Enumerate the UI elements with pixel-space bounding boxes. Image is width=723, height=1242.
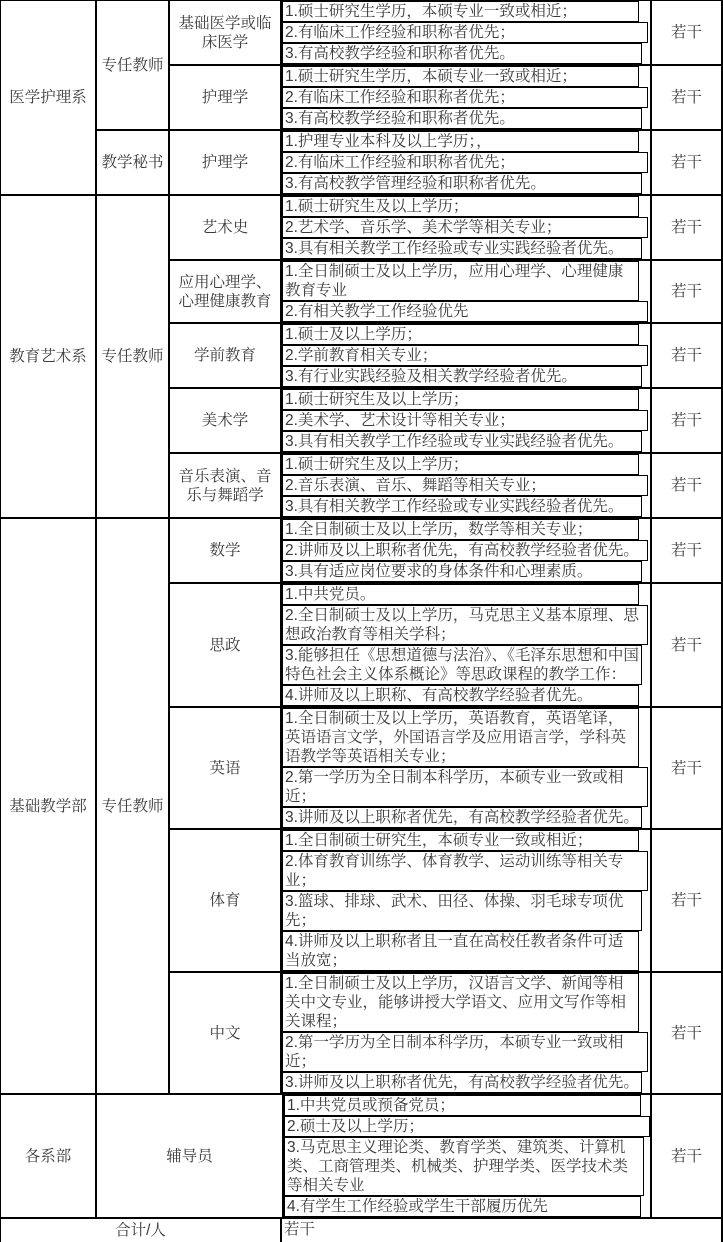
requirement-item: 4.讲师及以上职称者且一直在高校任教者条件可适当放宽； bbox=[282, 931, 639, 971]
major-cell: 学前教育 bbox=[170, 324, 282, 387]
requirement-item: 3.篮球、排球、武术、田径、体操、羽毛球专项优先； bbox=[282, 891, 642, 931]
requirement-item: 3.具有相关教学工作经验或专业实践经验者优先。 bbox=[282, 431, 642, 452]
requirement-item: 1.全日制硕士及以上学历，汉语言文学、新闻等相关中文专业，能够讲授大学语文、应用文写作等相关课程； bbox=[282, 973, 639, 1032]
requirement-item: 4.讲师及以上职称、有高校教学经验者优先。 bbox=[282, 685, 639, 706]
count-cell: 若干 bbox=[650, 261, 721, 322]
requirements-list bbox=[284, 1095, 650, 1217]
major-cell: 思政 bbox=[170, 584, 282, 706]
major-group-row bbox=[170, 322, 721, 387]
department-body bbox=[97, 196, 721, 517]
major-cell: 护理学 bbox=[170, 66, 282, 129]
major-group-row bbox=[170, 196, 721, 259]
requirement-item: 1.硕士研究生及以上学历； bbox=[282, 389, 639, 410]
requirements-list bbox=[282, 454, 650, 517]
requirement-item: 2.有相关教学工作经验优先 bbox=[282, 301, 648, 322]
major-group-row bbox=[284, 1095, 721, 1217]
count-cell: 若干 bbox=[650, 584, 721, 706]
count-cell: 若干 bbox=[650, 519, 721, 582]
position-block bbox=[97, 1095, 721, 1217]
requirement-item: 3.马克思主义理论类、教育学类、建筑类、计算机类、工商管理类、机械类、护理学类、医学技术类等相关专业 bbox=[284, 1137, 644, 1196]
position-block bbox=[97, 1, 721, 129]
department-body bbox=[97, 1, 721, 194]
count-cell: 若干 bbox=[650, 708, 721, 828]
department-cell: 教育艺术系 bbox=[1, 196, 97, 517]
footer-total-label-cell: 合计/人 bbox=[1, 1219, 282, 1242]
requirements-list bbox=[282, 584, 650, 706]
requirement-item: 1.硕士研究生学历，本硕专业一致或相近； bbox=[282, 66, 639, 87]
requirement-item: 4.有学生工作经验或学生干部履历优先 bbox=[284, 1196, 641, 1217]
position-body bbox=[170, 519, 721, 1093]
requirement-item: 2.学前教育相关专业； bbox=[282, 345, 648, 366]
requirement-item: 1.全日制硕士研究生，本硕专业一致或相近； bbox=[282, 830, 639, 851]
major-group-row bbox=[170, 131, 721, 194]
count-cell: 若干 bbox=[650, 131, 721, 194]
count-cell: 若干 bbox=[650, 973, 721, 1093]
requirement-item: 3.具有适应岗位要求的身体条件和心理素质。 bbox=[282, 561, 642, 582]
requirement-item: 1.全日制硕士及以上学历，英语教育，英语笔译，英语语言文学，外国语言学及应用语言学，学科英语教学等英语相关专业； bbox=[282, 708, 639, 767]
requirements-list bbox=[282, 66, 650, 129]
requirement-item: 2.体育教育训练学、体育教学、运动训练等相关专业； bbox=[282, 851, 648, 891]
count-cell: 若干 bbox=[650, 1, 721, 64]
requirement-item: 1.全日制硕士及以上学历，应用心理学、心理健康教育专业 bbox=[282, 261, 639, 301]
department-section bbox=[1, 1, 721, 194]
position-body bbox=[170, 196, 721, 517]
requirement-item: 3.讲师及以上职称者优先，有高校教学经验者优先。 bbox=[282, 807, 642, 828]
table-body bbox=[1, 1, 721, 1217]
requirement-item: 3.具有相关教学工作经验或专业实践经验者优先。 bbox=[282, 238, 642, 259]
position-cell: 专任教师 bbox=[97, 196, 170, 517]
major-group-row bbox=[170, 452, 721, 517]
requirement-item: 2.美术学、艺术设计等相关专业； bbox=[282, 410, 648, 431]
requirement-item: 1.硕士研究生及以上学历； bbox=[282, 454, 639, 475]
count-cell: 若干 bbox=[650, 66, 721, 129]
count-cell: 若干 bbox=[650, 196, 721, 259]
requirements-list bbox=[282, 1, 650, 64]
requirement-item: 2.有临床工作经验和职称者优先； bbox=[282, 22, 648, 43]
requirements-list bbox=[282, 196, 650, 259]
requirements-list bbox=[282, 973, 650, 1093]
requirement-item: 1.全日制硕士及以上学历，数学等相关专业； bbox=[282, 519, 639, 540]
major-group-row bbox=[170, 706, 721, 828]
major-cell: 美术学 bbox=[170, 389, 282, 452]
position-body bbox=[284, 1095, 721, 1217]
position-cell: 教学秘书 bbox=[97, 131, 170, 194]
major-group-row bbox=[170, 387, 721, 452]
requirement-item: 3.有高校教学管理经验和职称者优先。 bbox=[282, 173, 642, 194]
major-group-row bbox=[170, 971, 721, 1093]
count-cell: 若干 bbox=[650, 389, 721, 452]
department-cell: 各系部 bbox=[1, 1095, 97, 1217]
major-cell: 基础医学或临床医学 bbox=[170, 1, 282, 64]
department-body bbox=[97, 519, 721, 1093]
position-block bbox=[97, 519, 721, 1093]
department-section bbox=[1, 1093, 721, 1217]
requirement-item: 3.有高校教学经验和职称者优先。 bbox=[282, 43, 642, 64]
requirements-list bbox=[282, 389, 650, 452]
major-group-row bbox=[170, 519, 721, 582]
requirement-item: 1.护理专业本科及以上学历；， bbox=[282, 131, 639, 152]
count-cell: 若干 bbox=[650, 454, 721, 517]
position-block bbox=[97, 129, 721, 194]
requirement-item: 2.艺术学、音乐学、美术学等相关专业； bbox=[282, 217, 648, 238]
requirement-item: 2.硕士及以上学历； bbox=[284, 1116, 650, 1137]
requirements-list bbox=[282, 830, 650, 971]
requirement-item: 2.音乐表演、音乐、舞蹈等相关专业； bbox=[282, 475, 648, 496]
requirements-list bbox=[282, 261, 650, 322]
major-cell: 数学 bbox=[170, 519, 282, 582]
requirements-list bbox=[282, 131, 650, 194]
position-body bbox=[170, 131, 721, 194]
count-cell: 若干 bbox=[650, 324, 721, 387]
requirements-list bbox=[282, 519, 650, 582]
requirement-item: 2.第一学历为全日制本科学历，本硕专业一致或相近； bbox=[282, 1032, 648, 1072]
department-body bbox=[97, 1095, 721, 1217]
requirement-item: 2.第一学历为全日制本科学历，本硕专业一致或相近； bbox=[282, 767, 648, 807]
requirement-item: 1.中共党员。 bbox=[282, 584, 639, 605]
requirement-item: 3.具有相关教学工作经验或专业实践经验者优先。 bbox=[282, 496, 642, 517]
position-cell: 专任教师 bbox=[97, 519, 170, 1093]
requirement-item: 2.讲师及以上职称者优先，有高校教学经验者优先。 bbox=[282, 540, 648, 561]
count-cell: 若干 bbox=[650, 1095, 721, 1217]
position-cell: 专任教师 bbox=[97, 1, 170, 129]
position-cell: 辅导员 bbox=[97, 1095, 284, 1217]
major-cell: 应用心理学、心理健康教育 bbox=[170, 261, 282, 322]
major-cell: 护理学 bbox=[170, 131, 282, 194]
requirement-item: 1.硕士研究生学历，本硕专业一致或相近； bbox=[282, 1, 639, 22]
major-group-row bbox=[170, 582, 721, 706]
position-body bbox=[170, 1, 721, 129]
department-section bbox=[1, 517, 721, 1093]
major-group-row bbox=[170, 1, 721, 64]
major-group-row bbox=[170, 828, 721, 971]
major-group-row bbox=[170, 64, 721, 129]
footer-total-value-cell: 若干 bbox=[284, 1221, 316, 1238]
major-cell: 体育 bbox=[170, 830, 282, 971]
department-section bbox=[1, 194, 721, 517]
count-cell: 若干 bbox=[650, 830, 721, 971]
major-cell: 中文 bbox=[170, 973, 282, 1093]
major-cell: 音乐表演、音乐与舞蹈学 bbox=[170, 454, 282, 517]
major-group-row bbox=[170, 259, 721, 322]
requirement-item: 1.硕士研究生及以上学历； bbox=[282, 196, 639, 217]
requirement-item: 2.有临床工作经验和职称者优先； bbox=[282, 152, 648, 173]
requirement-item: 3.能够担任《思想道德与法治》、《毛泽东思想和中国特色社会主义体系概论》等思政课程的教学工作： bbox=[282, 645, 642, 685]
requirement-item: 2.有临床工作经验和职称者优先； bbox=[282, 87, 648, 108]
major-cell: 艺术史 bbox=[170, 196, 282, 259]
requirement-item: 3.讲师及以上职称者优先，有高校教学经验者优先。 bbox=[282, 1072, 642, 1093]
requirement-item: 3.有行业实践经验及相关教学经验者优先。 bbox=[282, 366, 642, 387]
department-cell: 基础教学部 bbox=[1, 519, 97, 1093]
requirement-item: 1.硕士及以上学历； bbox=[282, 324, 639, 345]
requirements-list bbox=[282, 708, 650, 828]
requirement-item: 3.有高校教学经验和职称者优先。 bbox=[282, 108, 642, 129]
major-cell: 英语 bbox=[170, 708, 282, 828]
footer-row bbox=[1, 1217, 721, 1242]
department-cell: 医学护理系 bbox=[1, 1, 97, 194]
requirements-list bbox=[282, 324, 650, 387]
requirement-item: 2.全日制硕士及以上学历，马克思主义基本原理、思想政治教育等相关学科； bbox=[282, 605, 648, 645]
requirement-item: 1.中共党员或预备党员； bbox=[284, 1095, 641, 1116]
position-block bbox=[97, 196, 721, 517]
